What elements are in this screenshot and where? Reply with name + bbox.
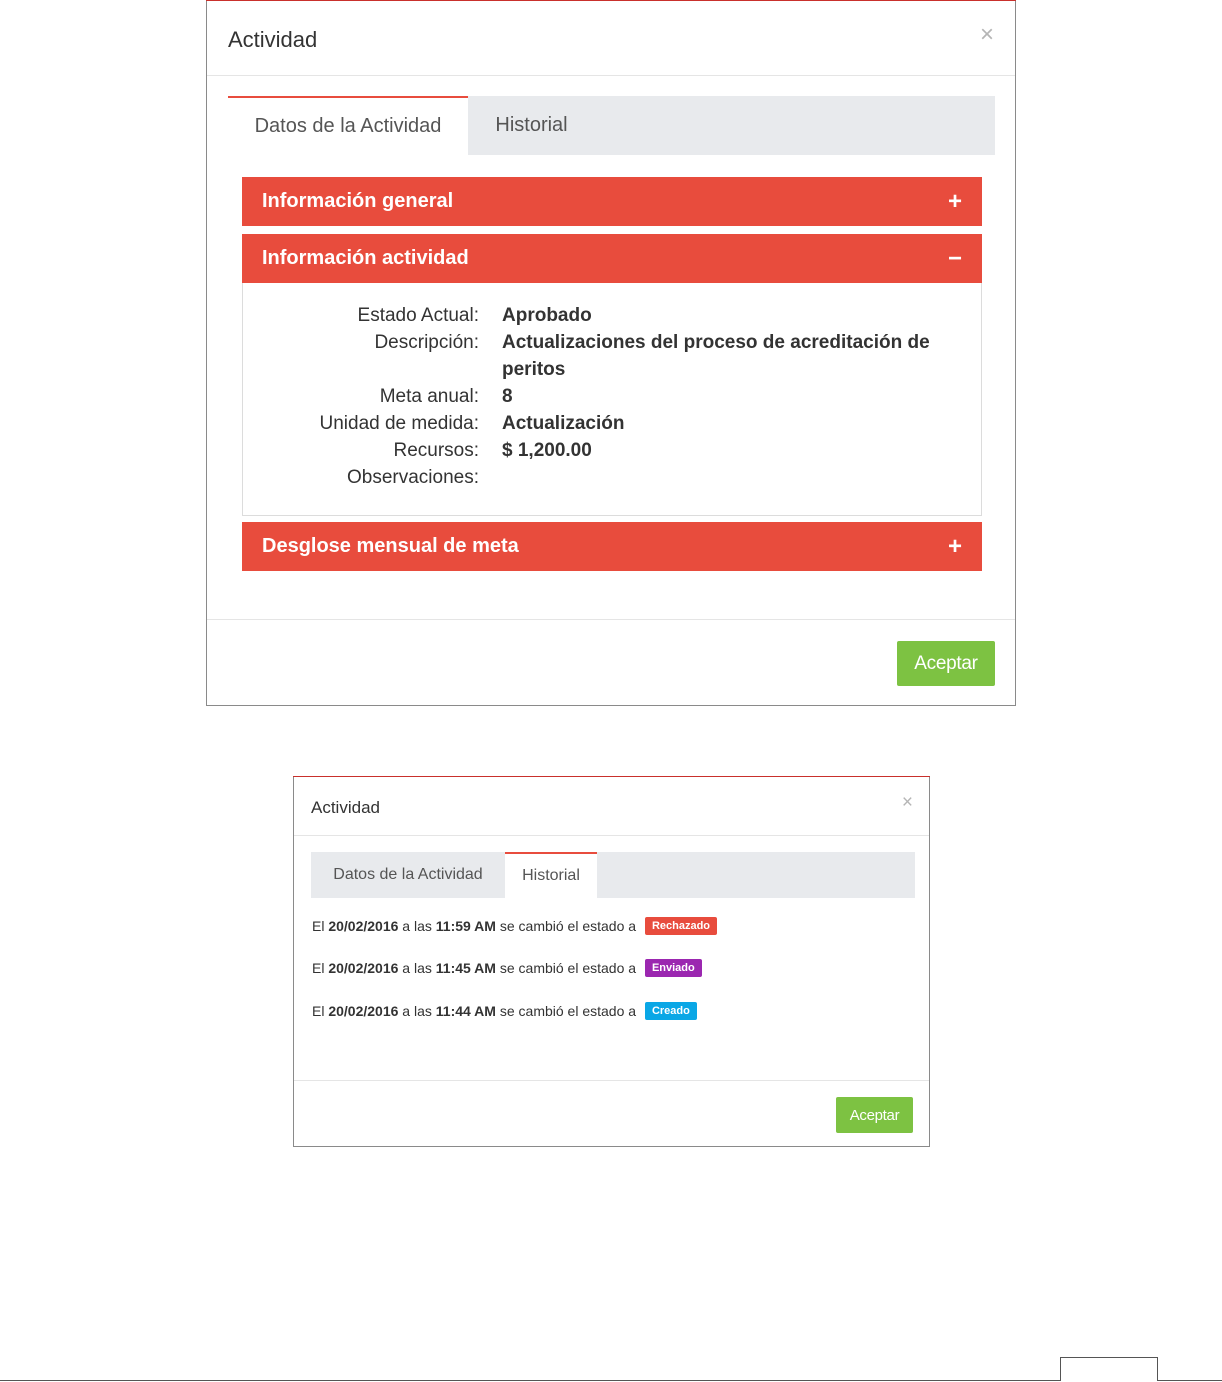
- activity-modal-details: [206, 0, 1016, 706]
- unidad-value: Actualización: [502, 413, 625, 434]
- modal-header: [207, 1, 1015, 76]
- tab-datos-actividad[interactable]: [311, 852, 505, 898]
- modal-footer: [207, 619, 1015, 706]
- detail-row-observaciones: [243, 467, 981, 491]
- history-mid: a las: [398, 960, 436, 976]
- history-entry: [312, 958, 702, 978]
- history-date: 20/02/2016: [328, 960, 399, 976]
- expand-icon[interactable]: +: [947, 532, 962, 560]
- history-time: 11:59 AM: [435, 918, 496, 934]
- panel-informacion-actividad-header[interactable]: [242, 234, 982, 283]
- descripcion-value-line1: Actualizaciones del proceso de acreditación de: [502, 332, 930, 353]
- tab-label: Historial: [495, 114, 568, 136]
- history-time: 11:45 AM: [435, 960, 496, 976]
- tab-historial[interactable]: [468, 96, 595, 155]
- history-mid: a las: [398, 1003, 436, 1019]
- history-date: 20/02/2016: [328, 918, 399, 934]
- status-badge: Enviado: [645, 959, 702, 977]
- history-time: 11:44 AM: [435, 1003, 496, 1019]
- history-suffix: se cambió el estado a: [495, 1003, 640, 1019]
- accept-button[interactable]: Aceptar: [836, 1097, 913, 1133]
- status-badge: Creado: [645, 1002, 697, 1020]
- tab-bar: [311, 852, 915, 898]
- estado-label: Estado Actual:: [357, 305, 479, 326]
- recursos-label: Recursos:: [393, 440, 479, 461]
- detail-row-unidad: [243, 413, 981, 437]
- history-entry: [312, 916, 717, 936]
- observaciones-label: Observaciones:: [346, 467, 479, 488]
- tab-historial[interactable]: [505, 852, 597, 898]
- detail-row-meta: [243, 386, 981, 410]
- modal-title: Actividad: [228, 27, 318, 52]
- meta-label: Meta anual:: [379, 386, 479, 407]
- panel-informacion-actividad-body: [242, 283, 982, 516]
- modal-header: [294, 777, 929, 836]
- accept-button[interactable]: Aceptar: [897, 641, 995, 686]
- history-prefix: El: [312, 1003, 329, 1019]
- recursos-value: $ 1,200.00: [502, 440, 592, 461]
- collapse-icon[interactable]: −: [947, 244, 962, 272]
- modal-footer: [294, 1080, 929, 1147]
- expand-icon[interactable]: +: [947, 187, 962, 215]
- history-entry: [312, 1001, 697, 1021]
- history-mid: a las: [398, 918, 436, 934]
- history-date: 20/02/2016: [328, 1003, 399, 1019]
- descripcion-value-line2: peritos: [502, 359, 566, 380]
- detail-row-descripcion: [243, 332, 981, 386]
- unidad-label: Unidad de medida:: [319, 413, 479, 434]
- status-badge: Rechazado: [645, 917, 717, 935]
- panel-title: Desglose mensual de meta: [262, 535, 519, 557]
- tab-label: Datos de la Actividad: [254, 115, 442, 137]
- meta-value: 8: [502, 386, 513, 407]
- panel-title: Información general: [262, 190, 454, 212]
- panel-desglose-mensual-header[interactable]: [242, 522, 982, 571]
- history-suffix: se cambió el estado a: [495, 918, 640, 934]
- estado-value: Aprobado: [502, 305, 592, 326]
- modal-title: Actividad: [311, 798, 380, 817]
- tab-label: Historial: [522, 867, 580, 884]
- history-prefix: El: [312, 960, 329, 976]
- tab-label: Datos de la Actividad: [333, 866, 483, 883]
- descripcion-label: Descripción:: [374, 332, 479, 353]
- tab-bar: [228, 96, 995, 155]
- close-icon[interactable]: ×: [901, 792, 913, 813]
- page-footer-line: [0, 1380, 1222, 1381]
- panel-informacion-general-header[interactable]: [242, 177, 982, 226]
- detail-row-recursos: [243, 440, 981, 464]
- panel-title: Información actividad: [262, 247, 469, 269]
- close-icon[interactable]: ×: [979, 21, 994, 48]
- history-suffix: se cambió el estado a: [495, 960, 640, 976]
- activity-modal-history: [293, 776, 930, 1147]
- history-prefix: El: [312, 918, 329, 934]
- page-number-box: [1060, 1357, 1158, 1381]
- detail-row-estado: [243, 305, 981, 329]
- tab-datos-actividad[interactable]: [228, 96, 468, 155]
